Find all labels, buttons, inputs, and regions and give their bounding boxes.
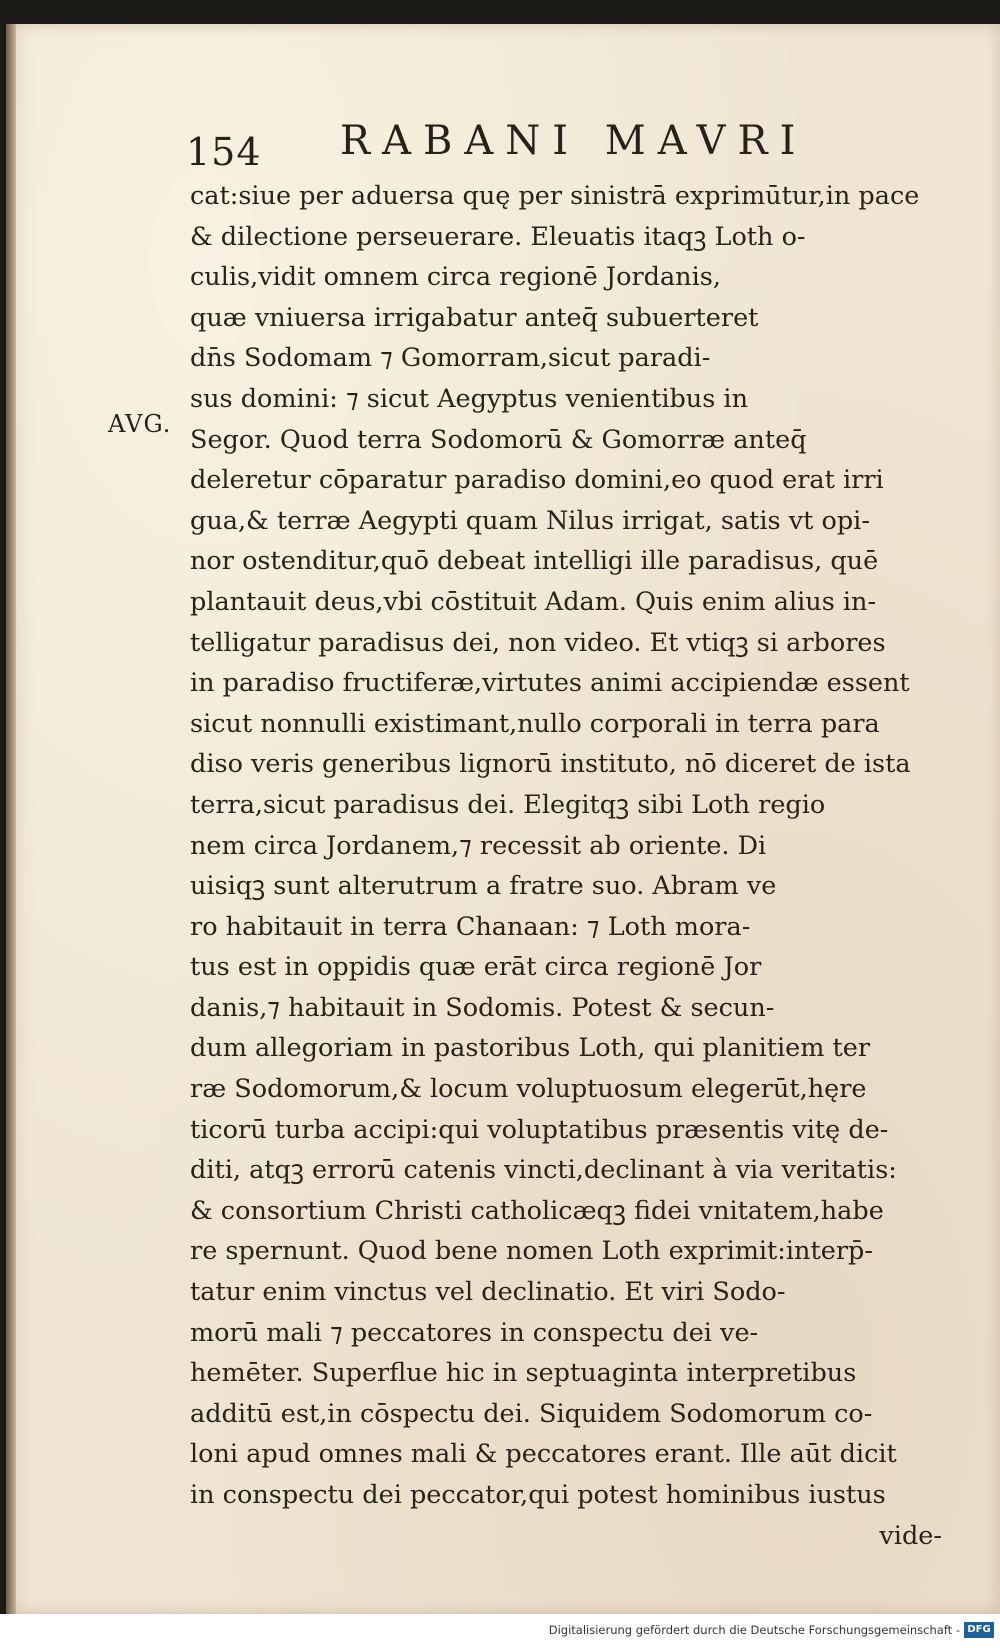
text-line: additū est,in cōspectu dei. Siquidem Sodomorum co- (190, 1398, 873, 1429)
text-line: morū mali ⁊ peccatores in conspectu dei ve- (190, 1317, 759, 1348)
text-line: in paradiso fructiferæ,virtutes animi accipiendæ essent (190, 668, 910, 699)
running-head: RABANI MAVRI (340, 118, 808, 164)
text-line: diti, atqꝫ errorū catenis vincti,declinant à via veritatis: (190, 1155, 897, 1186)
text-line: uisiqꝫ sunt alterutrum a fratre suo. Abram ve (190, 871, 777, 902)
text-line: & consortium Christi catholicæqꝫ fidei vnitatem,habe (190, 1195, 884, 1226)
text-line: plantauit deus,vbi cōstituit Adam. Quis enim alius in- (190, 586, 877, 617)
text-line: terra,sicut paradisus dei. Elegitqꝫ sibi Loth regio (190, 789, 826, 820)
text-line: sicut nonnulli existimant,nullo corporali in terra para (190, 708, 880, 739)
text-line: tus est in oppidis quæ erāt circa regionē Jor (190, 952, 762, 983)
text-line: in conspectu dei peccator,qui potest hominibus iustus (190, 1480, 886, 1510)
dfg-logo: DFG (964, 1622, 994, 1638)
page-gutter (6, 24, 16, 1614)
text-line: ro habitauit in terra Chanaan: ⁊ Loth mora- (190, 911, 751, 942)
text-line: loni apud omnes mali & peccatores erant. Ille aūt dicit (190, 1439, 897, 1470)
text-line: dum allegoriam in pastoribus Loth, qui planitiem ter (190, 1033, 871, 1064)
text-line: cat:siue per aduersa quę per sinistrā exprimūtur,in pace (190, 181, 920, 211)
text-line: dn̄s Sodomam ⁊ Gomorram,sicut paradi- (190, 343, 711, 374)
text-line: danis,⁊ habitauit in Sodomis. Potest & secun- (190, 992, 775, 1023)
text-line: ræ Sodomorum,& locum voluptuosum elegerūt,hęre (190, 1074, 867, 1105)
text-line: culis,vidit omnem circa regionē Jordanis, (190, 262, 721, 293)
text-line: diso veris generibus lignorū instituto, nō diceret de ista (190, 749, 911, 780)
body-text (190, 176, 950, 1556)
text-line: nor ostenditur,quō debeat intelligi ille paradisus, quē (190, 546, 879, 577)
text-line: gua,& terræ Aegypti quam Nilus irrigat, satis vt opi- (190, 505, 870, 536)
funding-credit: Digitalisierung gefördert durch die Deutsche Forschungsgemeinschaft - (548, 1623, 960, 1637)
text-line: tatur enim vinctus vel declinatio. Et viri Sodo- (190, 1277, 786, 1308)
text-line: nem circa Jordanem,⁊ recessit ab oriente. Di (190, 830, 767, 861)
text-line: quæ vniuersa irrigabatur anteq̄ subuerteret (190, 302, 759, 333)
catchword: vide- (879, 1520, 942, 1551)
digitization-footer (0, 1614, 1000, 1648)
text-line: ticorū turba accipi:qui voluptatibus præsentis vitę de- (190, 1114, 889, 1145)
text-line: sus domini: ⁊ sicut Aegyptus venientibus in (190, 383, 748, 414)
text-line: Segor. Quod terra Sodomorū & Gomorræ anteq̄ (190, 424, 807, 455)
margin-note: AVG. (108, 410, 172, 438)
text-line: deleretur cōparatur paradiso domini,eo quod erat irri (190, 465, 884, 496)
text-line: & dilectione perseuerare. Eleuatis itaqꝫ Loth o- (190, 221, 806, 252)
text-line: re spernunt. Quod bene nomen Loth exprimit:interp̄- (190, 1236, 873, 1267)
text-line: hemēter. Superflue hic in septuaginta interpretibus (190, 1358, 857, 1389)
text-line: telligatur paradisus dei, non video. Et vtiqꝫ si arbores (190, 627, 886, 658)
page-number: 154 (186, 130, 262, 174)
